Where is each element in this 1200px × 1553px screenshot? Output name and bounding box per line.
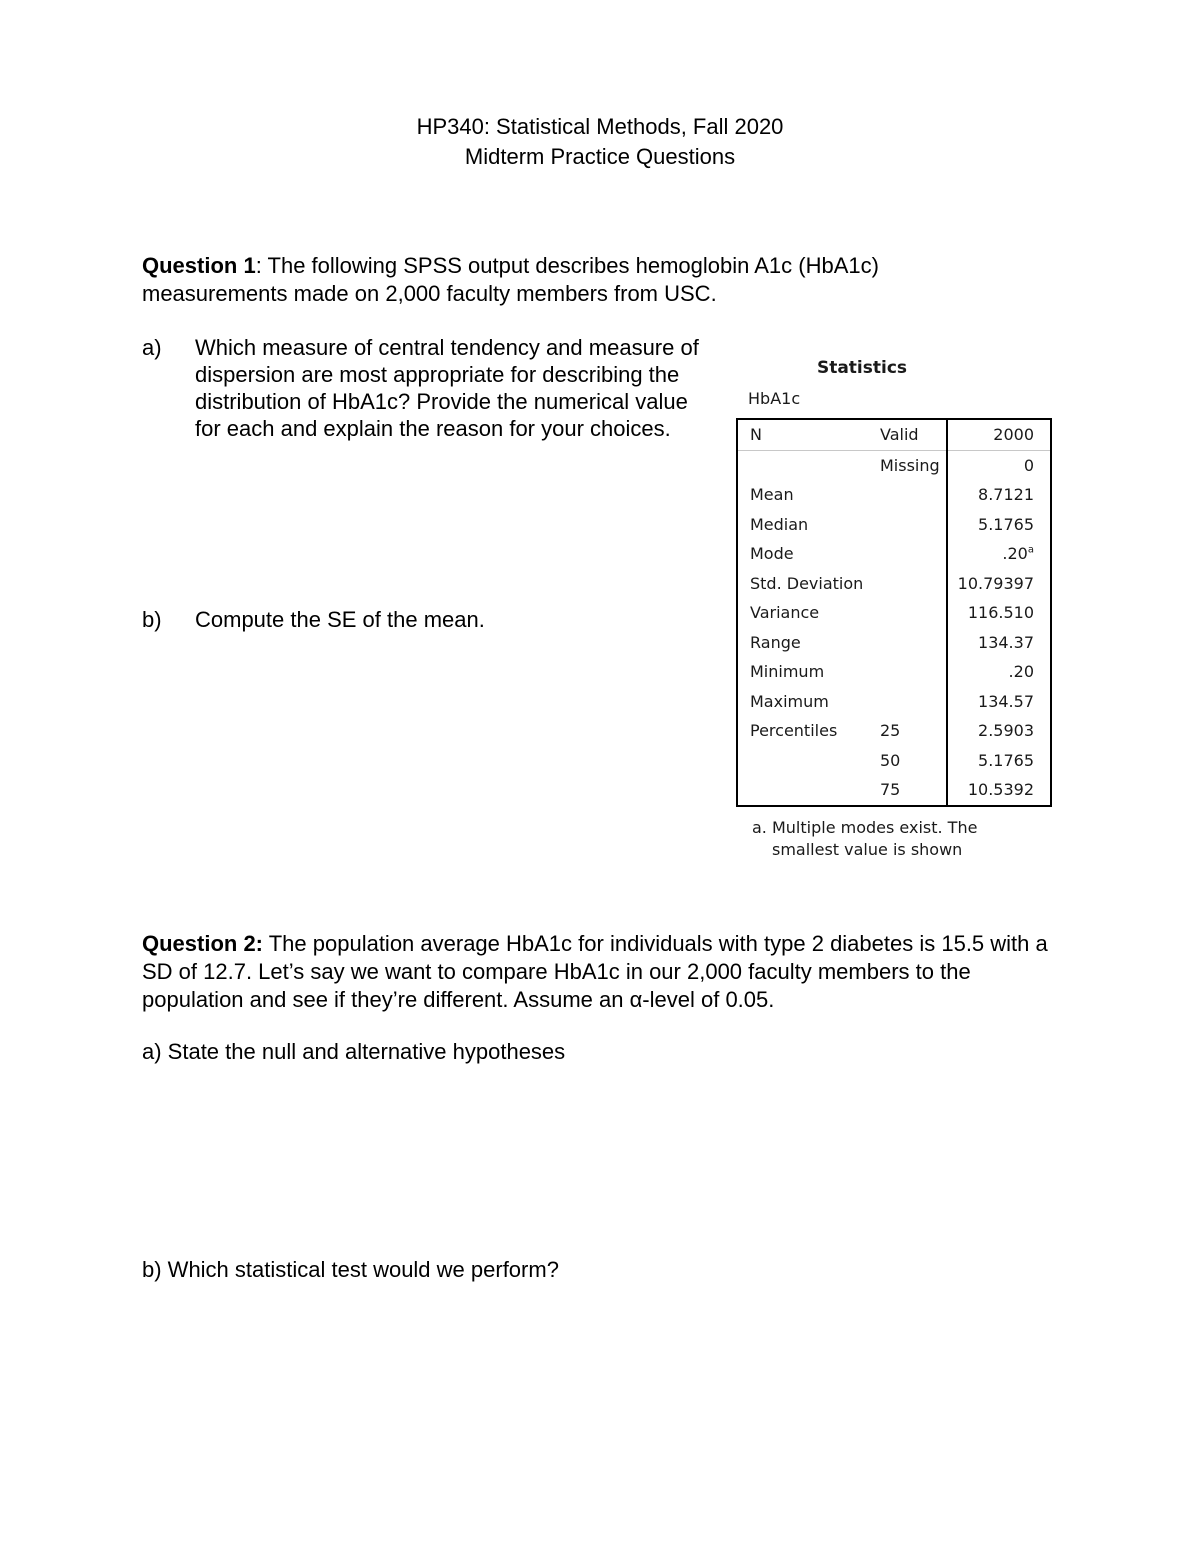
spss-row-value [947,419,1051,450]
spss-value-text: .20 [1002,544,1028,564]
question-2-label: Question 2: [142,931,264,956]
question-1-part-b-text: Compute the SE of the mean. [195,607,485,632]
spss-value-text: 10.5392 [967,780,1034,800]
spss-row-value [947,716,1051,746]
page-header [0,112,1200,172]
question-2-text: The population average HbA1c for individuals with type 2 diabetes is 15.5 with a SD of 12.7. Let’s say we want to compare HbA1c in our 2,000 faculty members to the population and see if they’re different. Assume an α-level of 0.05. [142,931,1048,1012]
spss-row-label [737,746,868,776]
spss-value-text: 134.37 [978,632,1034,652]
spss-row-sublabel: 50 [868,746,947,776]
spss-row-label: N [737,419,868,450]
spss-row-sublabel [868,480,947,510]
spss-row-label [737,450,868,480]
question-1-part-b-marker: b) [142,607,162,632]
question-1-intro [142,252,1002,308]
spss-row-label: Minimum [750,662,825,682]
spss-row-sublabel [868,628,947,658]
spss-row-label: Mode [750,544,794,564]
spss-row-value [947,746,1051,776]
spss-value-text: 10.79397 [957,573,1034,593]
spss-row-label: Std. Deviation [750,573,864,593]
spss-row-sublabel [868,598,947,628]
spss-row-value [947,510,1051,540]
spss-footnote-line-2: smallest value is shown [772,839,963,859]
spss-table-row [737,657,1051,687]
spss-row-label: Mean [750,485,794,505]
spss-value-text: 0 [1023,455,1034,475]
document-subtitle: Midterm Practice Questions [464,144,736,169]
question-1-text: : The following SPSS output describes hemoglobin A1c (HbA1c) measurements made on 2,000 faculty members from USC. [142,253,879,306]
spss-table-row [737,628,1051,658]
spss-row-label: Variance [750,603,820,623]
spss-variable-name: HbA1c [748,389,801,408]
spss-row-sublabel: Valid [868,419,947,450]
spss-table-row [737,480,1051,510]
spss-table-row [737,746,1051,776]
spss-table-row [737,716,1051,746]
question-2-intro [142,930,1062,1014]
spss-value-text: 2000 [993,425,1034,445]
spss-table-row [737,539,1051,569]
question-1-part-a-marker: a) [142,335,162,360]
spss-table-row [737,450,1051,480]
spss-value-text: 2.5903 [978,721,1034,741]
spss-value-text: 5.1765 [978,514,1034,534]
spss-footnote-marker: a [1027,544,1034,556]
spss-row-value [947,687,1051,717]
spss-row-sublabel [868,539,947,569]
spss-table-row [737,419,1051,450]
spss-row-label: Maximum [750,691,829,711]
spss-statistics-output [736,356,1056,861]
course-title: HP340: Statistical Methods, Fall 2020 [416,114,784,139]
spss-row-label: Range [750,632,801,652]
spss-row-value [947,657,1051,687]
spss-row-sublabel [868,687,947,717]
spss-row-sublabel: 75 [868,775,947,806]
spss-row-sublabel [868,569,947,599]
spss-table-title: Statistics [816,358,908,378]
spss-value-text: 116.510 [967,603,1034,623]
question-2-part-a: a) State the null and alternative hypotheses [142,1039,566,1064]
spss-row-label: Median [750,514,809,534]
spss-row-sublabel: 25 [868,716,947,746]
spss-row-sublabel [868,510,947,540]
spss-value-text: 8.7121 [978,485,1034,505]
spss-statistics-table [736,418,1052,807]
spss-value-text: 5.1765 [978,750,1034,770]
spss-row-value [947,775,1051,806]
spss-row-value [947,450,1051,480]
spss-value-text: .20 [1008,662,1034,682]
spss-row-label: Percentiles [750,721,838,741]
question-1-label: Question 1 [142,253,256,278]
spss-table-row [737,510,1051,540]
spss-table-row [737,775,1051,806]
spss-table-row [737,569,1051,599]
spss-row-sublabel: Missing [868,450,947,480]
spss-table-row [737,598,1051,628]
spss-row-label [737,775,868,806]
spss-row-value [947,539,1051,569]
spss-row-value [947,598,1051,628]
spss-row-value [947,480,1051,510]
question-2-part-b: b) Which statistical test would we perform? [142,1257,559,1282]
spss-row-value [947,628,1051,658]
spss-row-sublabel [868,657,947,687]
question-1-part-a-text: Which measure of central tendency and measure of dispersion are most appropriate for describing the distribution of HbA1c? Provide the numerical value for each and explain the reason for your choices. [195,335,699,441]
spss-footnote [736,817,1002,861]
spss-row-value [947,569,1051,599]
spss-table-row [737,687,1051,717]
spss-value-text: 134.57 [978,691,1034,711]
spss-footnote-line-1: a. Multiple modes exist. The [752,817,978,837]
